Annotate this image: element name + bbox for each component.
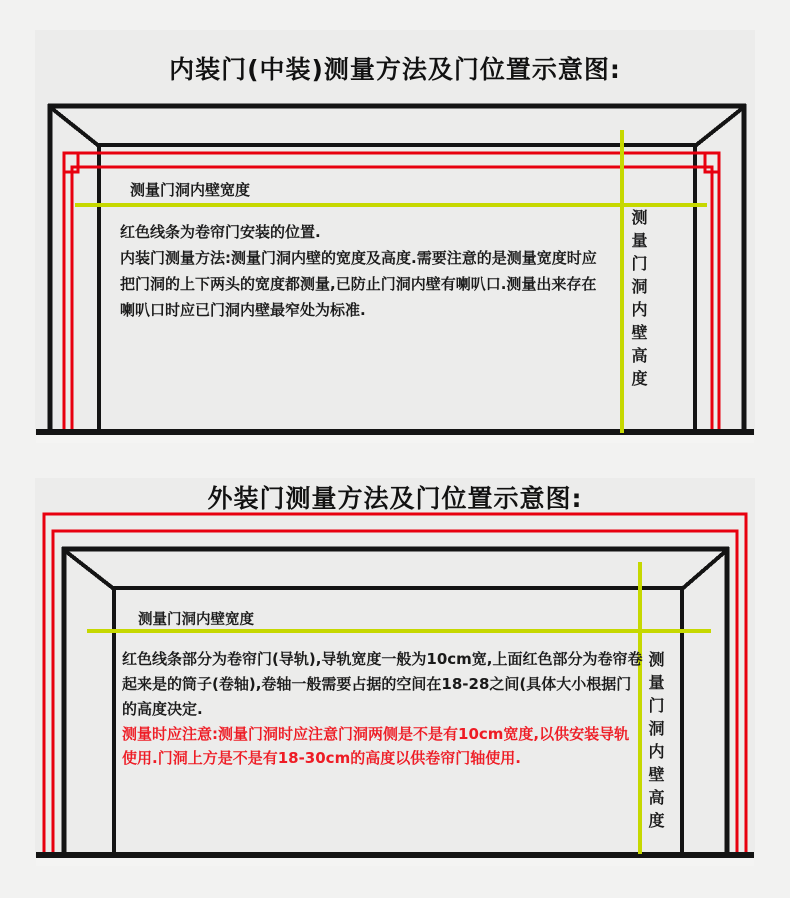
interior-description-line: 红色线条为卷帘门安装的位置. (120, 223, 321, 241)
exterior-warning (122, 722, 629, 770)
interior-description-line: 喇叭口时应已门洞内壁最窄处为标准. (120, 301, 366, 319)
exterior-title: 外装门测量方法及门位置示意图: (207, 484, 583, 513)
interior-description-line: 内装门测量方法:测量门洞内壁的宽度及高度.需要注意的是测量宽度时应 (120, 249, 597, 267)
exterior-description (122, 647, 643, 722)
interior-description (120, 219, 597, 323)
interior-description-line: 把门洞的上下两头的宽度都测量,已防止门洞内壁有喇叭口.测量出来存在 (120, 275, 597, 293)
exterior-description-line: 的高度决定. (122, 700, 203, 718)
exterior-height-label: 测量门洞内壁高度 (646, 651, 665, 835)
interior-height-label: 测量门洞内壁高度 (629, 209, 648, 393)
exterior-description-line: 红色线条部分为卷帘门(导轨),导轨宽度一般为10cm宽,上面红色部分为卷帘卷 (122, 650, 643, 668)
interior-width-label: 测量门洞内壁宽度 (130, 181, 251, 199)
exterior-warning-line: 使用.门洞上方是不是有18-30cm的高度以供卷帘门轴使用. (122, 749, 521, 767)
exterior-warning-line: 测量时应注意:测量门洞时应注意门洞两侧是不是有10cm宽度,以供安装导轨 (122, 725, 630, 743)
exterior-description-line: 起来是的筒子(卷轴),卷轴一般需要占据的空间在18-28之间(具体大小根据门 (122, 675, 632, 693)
interior-title: 内装门(中装)测量方法及门位置示意图: (169, 55, 621, 84)
exterior-width-label: 测量门洞内壁宽度 (138, 612, 254, 628)
